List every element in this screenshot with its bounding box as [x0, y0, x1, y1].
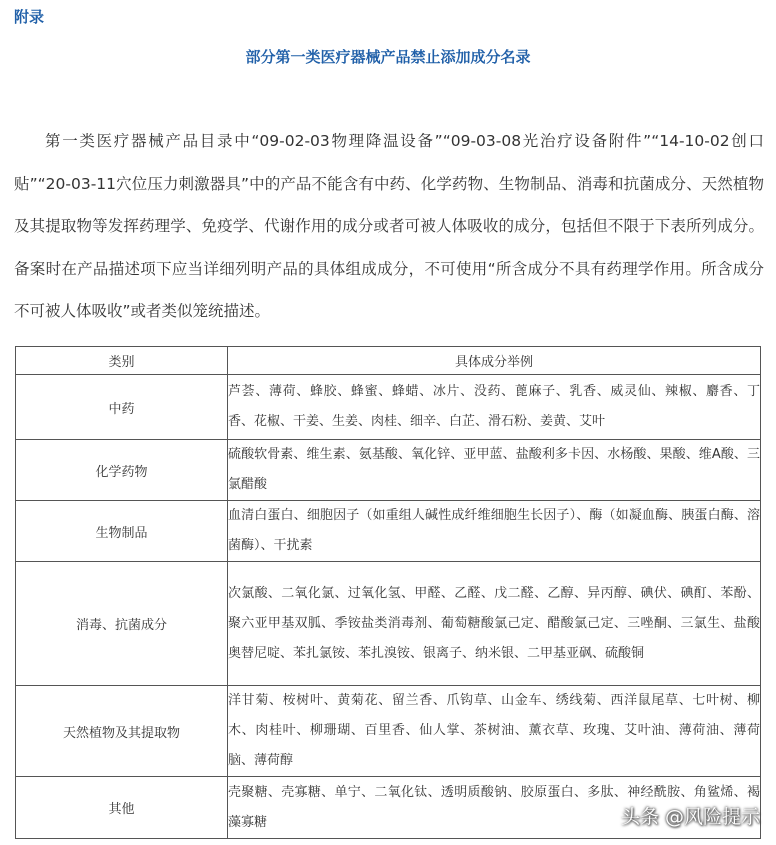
intro-paragraph: 第一类医疗器械产品目录中“09-02-03物理降温设备”“09-03-08光治疗设备附件”“14-10-02创口贴”“20-03-11穴位压力刺激器具”中的产品不能含有中药、化学药物、生物制品、消毒和抗菌成分、天然植物及其提取物等发挥药理学、免疫学、代谢作用的成分或者可被人体吸收的成分，包括但不限于下表所列成分。备案时在产品描述项下应当详细列明产品的具体组成成分，不可使用“所含成分不具有药理学作用。所含成分不可被人体吸收”或者类似笼统描述。 — [14, 132, 764, 320]
row-category: 生物制品 — [16, 501, 228, 562]
row-items: 芦荟、薄荷、蜂胶、蜂蜜、蜂蜡、冰片、没药、蓖麻子、乳香、威灵仙、辣椒、麝香、丁香、花椒、干姜、生姜、肉桂、细辛、白芷、滑石粉、姜黄、艾叶 — [228, 375, 761, 440]
row-category: 中药 — [16, 375, 228, 440]
row-items: 次氯酸、二氧化氯、过氧化氢、甲醛、乙醛、戊二醛、乙醇、异丙醇、碘伏、碘酊、苯酚、聚六亚甲基双胍、季铵盐类消毒剂、葡萄糖酸氯己定、醋酸氯己定、三唑酮、三氯生、盐酸奥替尼啶、苯扎氯铵、苯扎溴铵、银离子、纳米银、二甲基亚砜、硫酸铜 — [228, 562, 761, 686]
table-row — [16, 562, 761, 686]
row-items: 洋甘菊、桉树叶、黄菊花、留兰香、爪钩草、山金车、绣线菊、西洋鼠尾草、七叶树、柳木、肉桂叶、柳珊瑚、百里香、仙人掌、茶树油、薰衣草、玫瑰、艾叶油、薄荷油、薄荷脑、薄荷醇 — [228, 686, 761, 777]
row-category: 消毒、抗菌成分 — [16, 562, 228, 686]
header-category: 类别 — [16, 347, 228, 375]
watermark: 头条 @风险提示 — [620, 806, 760, 828]
row-items: 壳聚糖、壳寡糖、单宁、二氧化钛、透明质酸钠、胶原蛋白、多肽、神经酰胺、角鲨烯、褐藻寡糖 — [228, 777, 761, 839]
table-row — [16, 375, 761, 440]
header-examples: 具体成分举例 — [228, 347, 761, 375]
ingredients-table — [15, 346, 761, 839]
table-row — [16, 686, 761, 777]
row-items: 血清白蛋白、细胞因子（如重组人碱性成纤维细胞生长因子）、酶（如凝血酶、胰蛋白酶、溶菌酶）、干扰素 — [228, 501, 761, 562]
table-header-row — [16, 347, 761, 375]
row-category: 天然植物及其提取物 — [16, 686, 228, 777]
appendix-label: 附录 — [14, 8, 45, 26]
row-category: 其他 — [16, 777, 228, 839]
row-category: 化学药物 — [16, 440, 228, 501]
table-row — [16, 501, 761, 562]
page-title: 部分第一类医疗器械产品禁止添加成分名录 — [245, 48, 531, 66]
row-items: 硫酸软骨素、维生素、氨基酸、氧化锌、亚甲蓝、盐酸利多卡因、水杨酸、果酸、维A酸、三氯醋酸 — [228, 440, 761, 501]
table-row — [16, 440, 761, 501]
